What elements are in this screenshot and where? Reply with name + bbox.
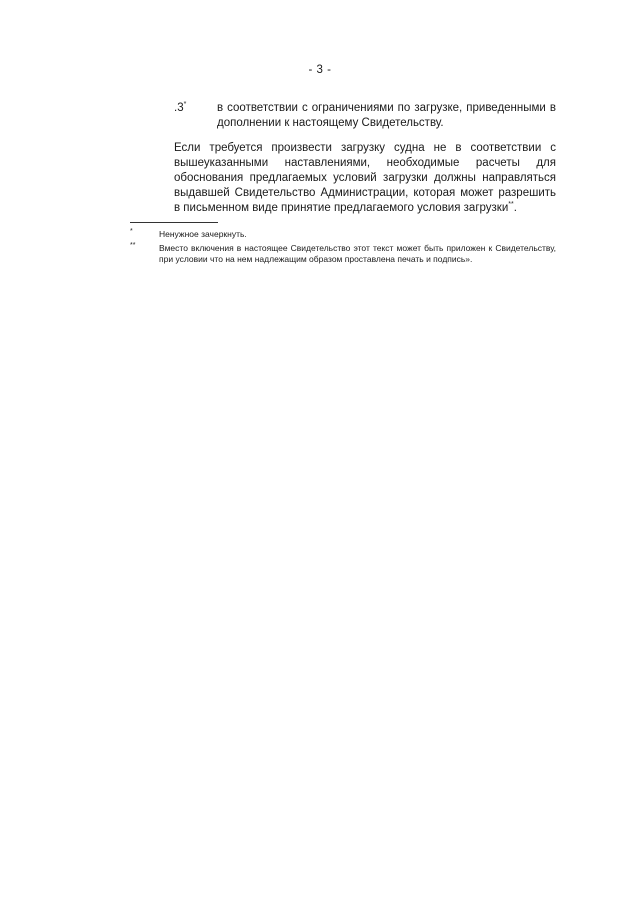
list-item-3 [174,101,556,131]
footnote-mark: * [130,228,133,235]
footnote-2 [130,243,556,266]
paragraph-text: Если требуется произвести загрузку судна не в соответствии с вышеуказанными наставлениями, необходимые расчеты для обоснования предлагаемых условий загрузки должны направляться выдавшей Свидетельство Администрации, которая может разрешить в письменном виде принятие предлагаемого условия загрузки [174,142,556,214]
list-item-text: в соответствии с ограничениями по загрузке, приведенными в дополнении к настоящему Свидетельству. [217,102,556,129]
footnote-ref-double: ** [508,201,514,209]
list-item-number: .3 [174,102,184,114]
footnote-text: Ненужное зачеркнуть. [159,229,247,239]
footnote-1 [130,229,556,241]
footnotes [130,229,556,268]
body-paragraph [174,141,556,216]
paragraph-end: . [513,202,517,214]
footnote-separator [130,222,218,223]
page-number: - 3 - [308,64,332,76]
list-item-marker [174,101,186,116]
footnote-ref-single: * [183,101,187,109]
footnote-text: Вместо включения в настоящее Свидетельство этот текст может быть приложен к Свидетельству, при условии что на нем надлежащим образом проставлена печать и подпись». [159,242,556,264]
footnote-mark: ** [130,241,136,249]
